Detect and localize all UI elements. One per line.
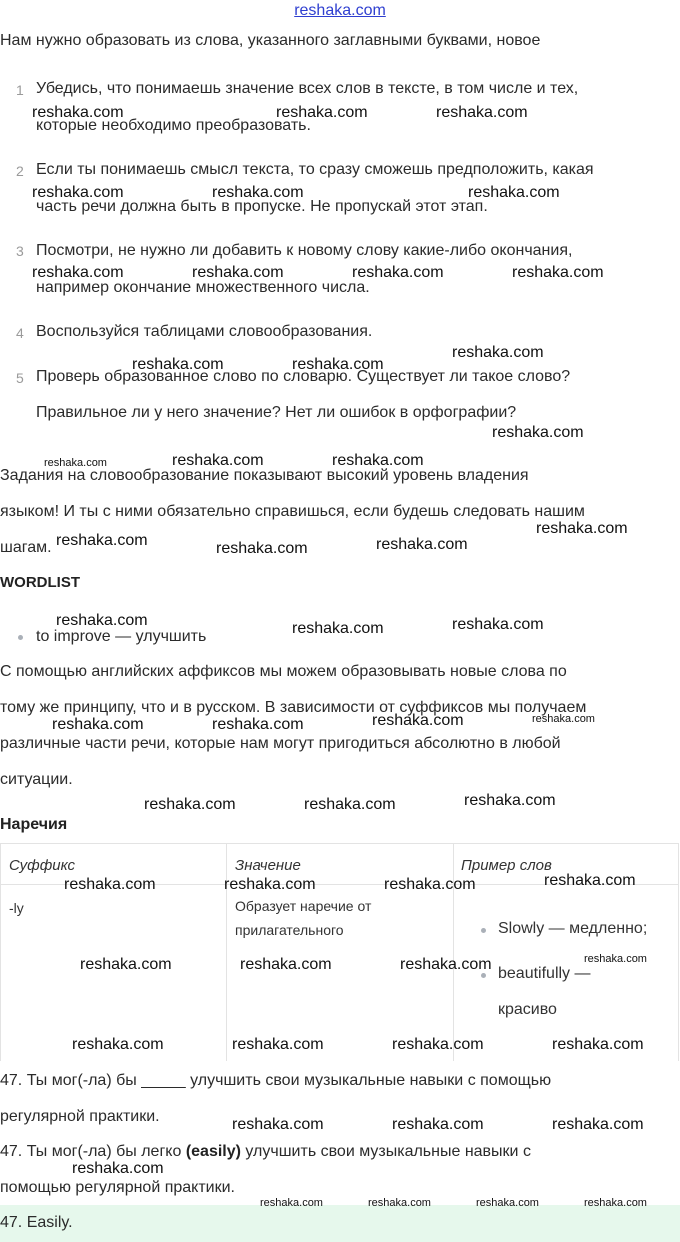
step-text: Воспользуйся таблицами словообразования. [36,323,373,340]
watermark: reshaka.com [532,713,595,725]
watermark: reshaka.com [512,264,604,281]
table-header-cell: Пример слов [461,857,552,874]
watermark: reshaka.com [384,876,476,893]
watermark: reshaka.com [476,1197,539,1209]
watermark: reshaka.com [376,536,468,553]
watermark: reshaka.com [32,104,124,121]
paragraph-text: Задания на словообразование показывают высокий уровень владения [0,467,529,484]
watermark: reshaka.com [212,716,304,733]
watermark: reshaka.com [372,712,464,729]
step-number: 3 [16,243,24,259]
watermark: reshaka.com [56,532,148,549]
answer-text: 47. Easily. [0,1214,73,1231]
step-number: 5 [16,370,24,386]
watermark: reshaka.com [584,1197,647,1209]
watermark: reshaka.com [436,104,528,121]
watermark: reshaka.com [552,1036,644,1053]
watermark: reshaka.com [216,540,308,557]
watermark: reshaka.com [536,520,628,537]
step-text: которые необходимо преобразовать. [36,117,311,134]
watermark: reshaka.com [144,796,236,813]
step-text: часть речи должна быть в пропуске. Не пропускай этот этап. [36,198,488,215]
step-text: Правильное ли у него значение? Нет ли ошибок в орфографии? [36,404,517,421]
task-text: 47. Ты мог(-ла) бы _____ улучшить свои музыкальные навыки с помощью [0,1072,552,1089]
step-number: 2 [16,163,24,179]
watermark: reshaka.com [232,1116,324,1133]
intro-text: Нам нужно образовать из слова, указанного заглавными буквами, новое [0,32,541,49]
answer-box [0,1205,680,1242]
watermark: reshaka.com [64,876,156,893]
step-text: Посмотри, не нужно ли добавить к новому слову какие-либо окончания, [36,242,573,259]
wordlist-item: to improve — улучшить [36,628,207,645]
table-cell-meaning: Образует наречие от [235,898,372,914]
table-cell-example: Slowly — медленно; [498,920,648,937]
watermark: reshaka.com [292,356,384,373]
wordlist-title: WORDLIST [0,574,80,591]
paragraph-text: тому же принципу, что и в русском. В зависимости от суффиксов мы получаем [0,699,587,716]
paragraph-text: шагам. [0,539,52,556]
solution-text [0,1143,531,1161]
table-cell-meaning: прилагательного [235,922,344,938]
watermark: reshaka.com [192,264,284,281]
watermark: reshaka.com [392,1116,484,1133]
step-number: 1 [16,82,24,98]
watermark: reshaka.com [56,612,148,629]
watermark: reshaka.com [224,876,316,893]
solution-text: помощью регулярной практики. [0,1179,235,1196]
watermark: reshaka.com [80,956,172,973]
site-link[interactable]: reshaka.com [294,2,386,19]
step-text: Убедись, что понимаешь значение всех слов в тексте, в том числе и тех, [36,80,579,97]
watermark: reshaka.com [544,872,636,889]
watermark: reshaka.com [332,452,424,469]
solution-text-part: 47. Ты мог(-ла) бы легко [0,1143,186,1160]
watermark: reshaka.com [464,792,556,809]
watermark: reshaka.com [352,264,444,281]
watermark: reshaka.com [72,1160,164,1177]
step-text: Проверь образованное слово по словарю. Существует ли такое слово? [36,368,571,385]
bullet-icon [18,635,23,640]
watermark: reshaka.com [492,424,584,441]
step-text: например окончание множественного числа. [36,279,370,296]
watermark: reshaka.com [392,1036,484,1053]
watermark: reshaka.com [232,1036,324,1053]
watermark: reshaka.com [32,264,124,281]
watermark: reshaka.com [452,616,544,633]
table-cell-example: beautifully — [498,965,591,982]
paragraph-text: С помощью английских аффиксов мы можем образовывать новые слова по [0,663,567,680]
watermark: reshaka.com [32,184,124,201]
bullet-icon [481,928,486,933]
table-cell-example: красиво [498,1001,557,1018]
watermark: reshaka.com [260,1197,323,1209]
paragraph-text: языком! И ты с ними обязательно справишься, если будешь следовать нашим [0,503,585,520]
watermark: reshaka.com [44,457,107,469]
watermark: reshaka.com [72,1036,164,1053]
task-text: регулярной практики. [0,1108,160,1125]
watermark: reshaka.com [468,184,560,201]
watermark: reshaka.com [292,620,384,637]
section-title: Наречия [0,816,68,833]
table-header-cell: Суффикс [9,857,75,874]
watermark: reshaka.com [552,1116,644,1133]
watermark: reshaka.com [172,452,264,469]
watermark: reshaka.com [132,356,224,373]
watermark: reshaka.com [368,1197,431,1209]
watermark: reshaka.com [400,956,492,973]
solution-text-part: улучшить свои музыкальные навыки с [240,1143,531,1160]
table-cell-suffix: -ly [9,900,24,916]
paragraph-text: ситуации. [0,771,73,788]
step-text: Если ты понимаешь смысл текста, то сразу сможешь предположить, какая [36,161,594,178]
table-header-cell: Значение [235,857,301,874]
watermark: reshaka.com [276,104,368,121]
watermark: reshaka.com [584,953,647,965]
solution-keyword: (easily) [185,1143,241,1160]
watermark: reshaka.com [304,796,396,813]
watermark: reshaka.com [212,184,304,201]
watermark: reshaka.com [240,956,332,973]
paragraph-text: различные части речи, которые нам могут пригодиться абсолютно в любой [0,735,561,752]
watermark: reshaka.com [452,344,544,361]
watermark: reshaka.com [52,716,144,733]
step-number: 4 [16,325,24,341]
